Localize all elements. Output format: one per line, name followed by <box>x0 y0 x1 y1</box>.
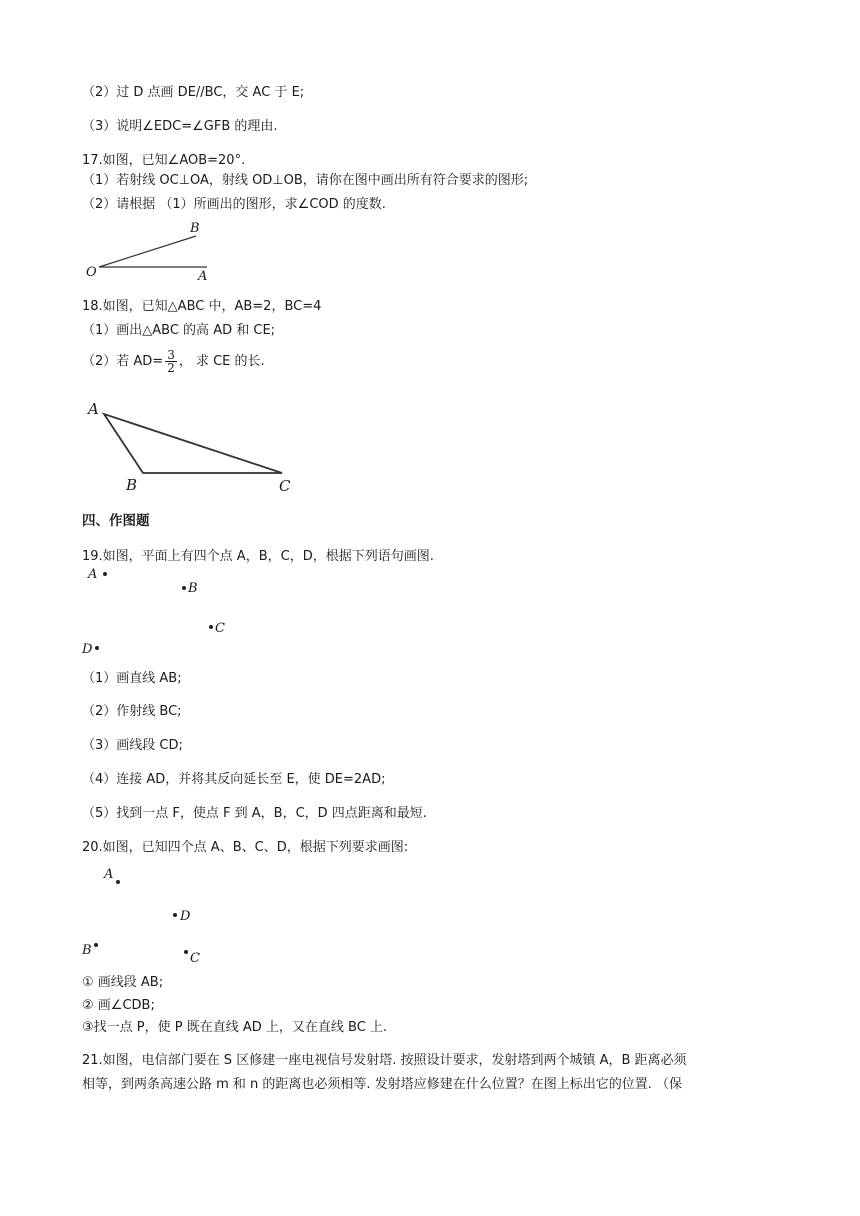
fraction-numerator: 3 <box>167 348 175 362</box>
label-d: D <box>180 909 191 924</box>
q20-stem: 20.如图，已知四个点 A、B、C、D，根据下列要求画图: <box>82 840 409 855</box>
point-a <box>103 572 107 576</box>
q19-part5: （5）找到一点 F，使点 F 到 A，B，C，D 四点距离和最短. <box>82 806 427 821</box>
point-a <box>116 880 120 884</box>
triangle-abc <box>104 414 282 473</box>
q20-part1: ① 画线段 AB; <box>82 975 164 990</box>
point-b <box>94 943 98 947</box>
figure-19-points <box>81 567 225 657</box>
q19-part2: （2）作射线 BC; <box>82 704 182 719</box>
figure-20-points <box>81 867 200 966</box>
figure-18-triangle <box>86 400 291 495</box>
label-a: A <box>88 567 98 582</box>
figure-17-angle <box>86 221 207 284</box>
point-c <box>209 625 213 629</box>
q21-line2: 相等，到两条高速公路 m 和 n 的距离也必须相等. 发射塔应修建在什么位置？在图上标出它的位置. （保 <box>82 1077 682 1092</box>
q19-part1: （1）画直线 AB; <box>82 671 182 686</box>
label-b: B <box>126 476 138 494</box>
q20-part3: ③找一点 P，使 P 既在直线 AD 上，又在直线 BC 上. <box>82 1020 388 1035</box>
label-o: O <box>86 265 97 280</box>
ray-ob <box>99 236 196 267</box>
q19-part4: （4）连接 AD，并将其反向延长至 E，使 DE=2AD; <box>82 772 386 787</box>
label-b: B <box>188 581 198 596</box>
q19-stem: 19.如图，平面上有四个点 A，B，C，D，根据下列语句画图. <box>82 549 434 564</box>
label-c: C <box>190 951 200 966</box>
point-d <box>173 913 177 917</box>
q17-part2: （2）请根据 （1）所画出的图形，求∠COD 的度数. <box>82 197 386 212</box>
point-d <box>95 646 99 650</box>
q21-line1: 21.如图，电信部门要在 S 区修建一座电视信号发射塔. 按照设计要求，发射塔到两个城镇 A，B 距离必须 <box>82 1053 687 1068</box>
q20-part2: ② 画∠CDB; <box>82 998 155 1013</box>
q17-part1: （1）若射线 OC⊥OA，射线 OD⊥OB，请你在图中画出所有符合要求的图形; <box>82 173 529 188</box>
label-b: B <box>82 943 92 958</box>
section-heading: 四、作图题 <box>82 513 150 529</box>
label-a: A <box>198 269 208 284</box>
point-c <box>184 950 188 954</box>
label-d: D <box>82 642 93 657</box>
q17-stem: 17.如图，已知∠AOB=20°. <box>82 153 246 168</box>
q18-part2-suffix: ， 求 CE 的长. <box>178 354 265 369</box>
q18-stem: 18.如图，已知△ABC 中，AB=2，BC=4 <box>82 299 322 314</box>
q16-part2: （2）过 D 点画 DE//BC，交 AC 于 E; <box>82 85 305 100</box>
fraction-denominator: 2 <box>167 361 175 375</box>
label-c: C <box>215 621 225 636</box>
q16-part3: （3）说明∠EDC=∠GFB 的理由. <box>82 119 278 134</box>
label-a: A <box>104 867 114 882</box>
q19-part3: （3）画线段 CD; <box>82 738 183 753</box>
label-a: A <box>88 400 99 418</box>
label-b: B <box>190 221 200 236</box>
q18-part1: （1）画出△ABC 的高 AD 和 CE; <box>82 323 276 338</box>
q18-part2-prefix: （2）若 AD= <box>82 354 164 369</box>
label-c: C <box>279 477 291 495</box>
point-b <box>182 586 186 590</box>
